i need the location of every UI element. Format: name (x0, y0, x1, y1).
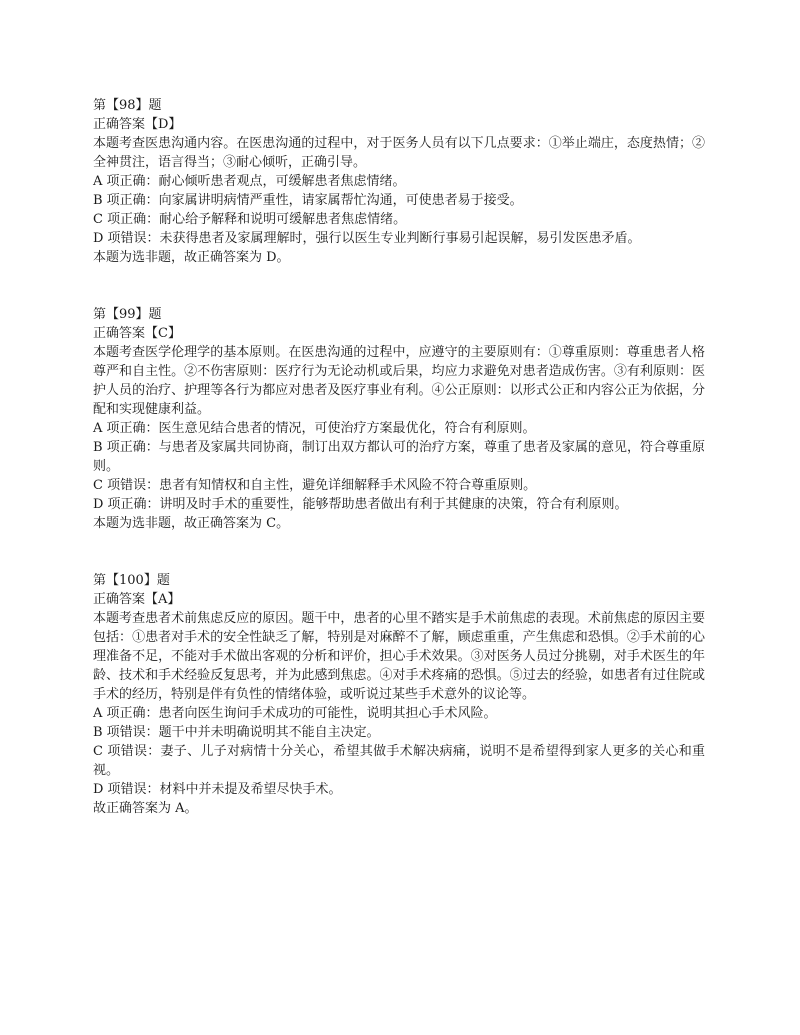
option-b-analysis: B 项正确：向家属讲明病情严重性，请家属帮忙沟通，可使患者易于接受。 (93, 193, 523, 208)
option-a-analysis: A 项正确：医生意见结合患者的情况，可使治疗方案最优化，符合有利原则。 (93, 421, 536, 436)
option-a-analysis: A 项正确：患者向医生询问手术成功的可能性，说明其担心手术风险。 (93, 706, 497, 721)
option-d-analysis: D 项错误：未获得患者及家属理解时，强行以医生专业判断行事易引起误解，易引发医患矛盾。 (93, 231, 641, 246)
question-100 (93, 571, 705, 818)
question-title: 第【99】题 (93, 307, 162, 322)
question-title: 第【98】题 (93, 98, 162, 113)
explanation-line: 本题考查患者术前焦虑反应的原因。题干中，患者的心里不踏实是手术前焦虑的表现。术前焦虑的原因主要包括：①患者对手术的安全性缺乏了解，特别是对麻醉不了解，顾虑重重，产生焦虑和恐惧。②手术前的心理准备不足，不能对手术做出客观的分析和评价，担心手术效果。③对医务人员过分挑剔，对手术医生的年龄、技术和手术经验反复思考，并为此感到焦虑。④对手术疼痛的恐惧。⑤过去的经验，如患者有过住院或手术的经历，特别是伴有负性的情绪体验，或听说过某些手术意外的议论等。 (93, 611, 705, 702)
question-98 (93, 96, 705, 267)
option-b-analysis: B 项错误：题干中并未明确说明其不能自主决定。 (93, 725, 380, 740)
option-c-analysis: C 项错误：妻子、儿子对病情十分关心，希望其做手术解决病痛，说明不是希望得到家人更多的关心和重视。 (93, 744, 705, 778)
question-title: 第【100】题 (93, 573, 170, 588)
conclusion-line: 本题为选非题，故正确答案为 D。 (93, 250, 290, 265)
correct-answer: 正确答案【C】 (93, 326, 181, 341)
option-d-analysis: D 项正确：讲明及时手术的重要性，能够帮助患者做出有利于其健康的决策，符合有利原则。 (93, 497, 628, 512)
option-b-analysis: B 项正确：与患者及家属共同协商，制订出双方都认可的治疗方案，尊重了患者及家属的意见，符合尊重原则。 (93, 440, 705, 474)
question-99 (93, 305, 705, 533)
explanation-line: 本题考查医患沟通内容。在医患沟通的过程中，对于医务人员有以下几点要求：①举止端庄，态度热情；②全神贯注，语言得当；③耐心倾听，正确引导。 (93, 136, 705, 170)
conclusion-line: 故正确答案为 A。 (93, 801, 198, 816)
conclusion-line: 本题为选非题，故正确答案为 C。 (93, 516, 290, 531)
option-c-analysis: C 项错误：患者有知情权和自主性，避免详细解释手术风险不符合尊重原则。 (93, 478, 537, 493)
explanation-line: 本题考查医学伦理学的基本原则。在医患沟通的过程中，应遵守的主要原则有：①尊重原则：尊重患者人格尊严和自主性。②不伤害原则：医疗行为无论动机或后果，均应力求避免对患者造成伤害。③有利原则：医护人员的治疗、护理等各行为都应对患者及医疗事业有利。④公正原则：以形式公正和内容公正为依据，分配和实现健康利益。 (93, 345, 705, 417)
option-d-analysis: D 项错误：材料中并未提及希望尽快手术。 (93, 782, 342, 797)
document-page (93, 96, 705, 856)
option-c-analysis: C 项正确：耐心给予解释和说明可缓解患者焦虑情绪。 (93, 212, 407, 227)
correct-answer: 正确答案【A】 (93, 592, 181, 607)
correct-answer: 正确答案【D】 (93, 117, 182, 132)
option-a-analysis: A 项正确：耐心倾听患者观点，可缓解患者焦虑情绪。 (93, 174, 406, 189)
